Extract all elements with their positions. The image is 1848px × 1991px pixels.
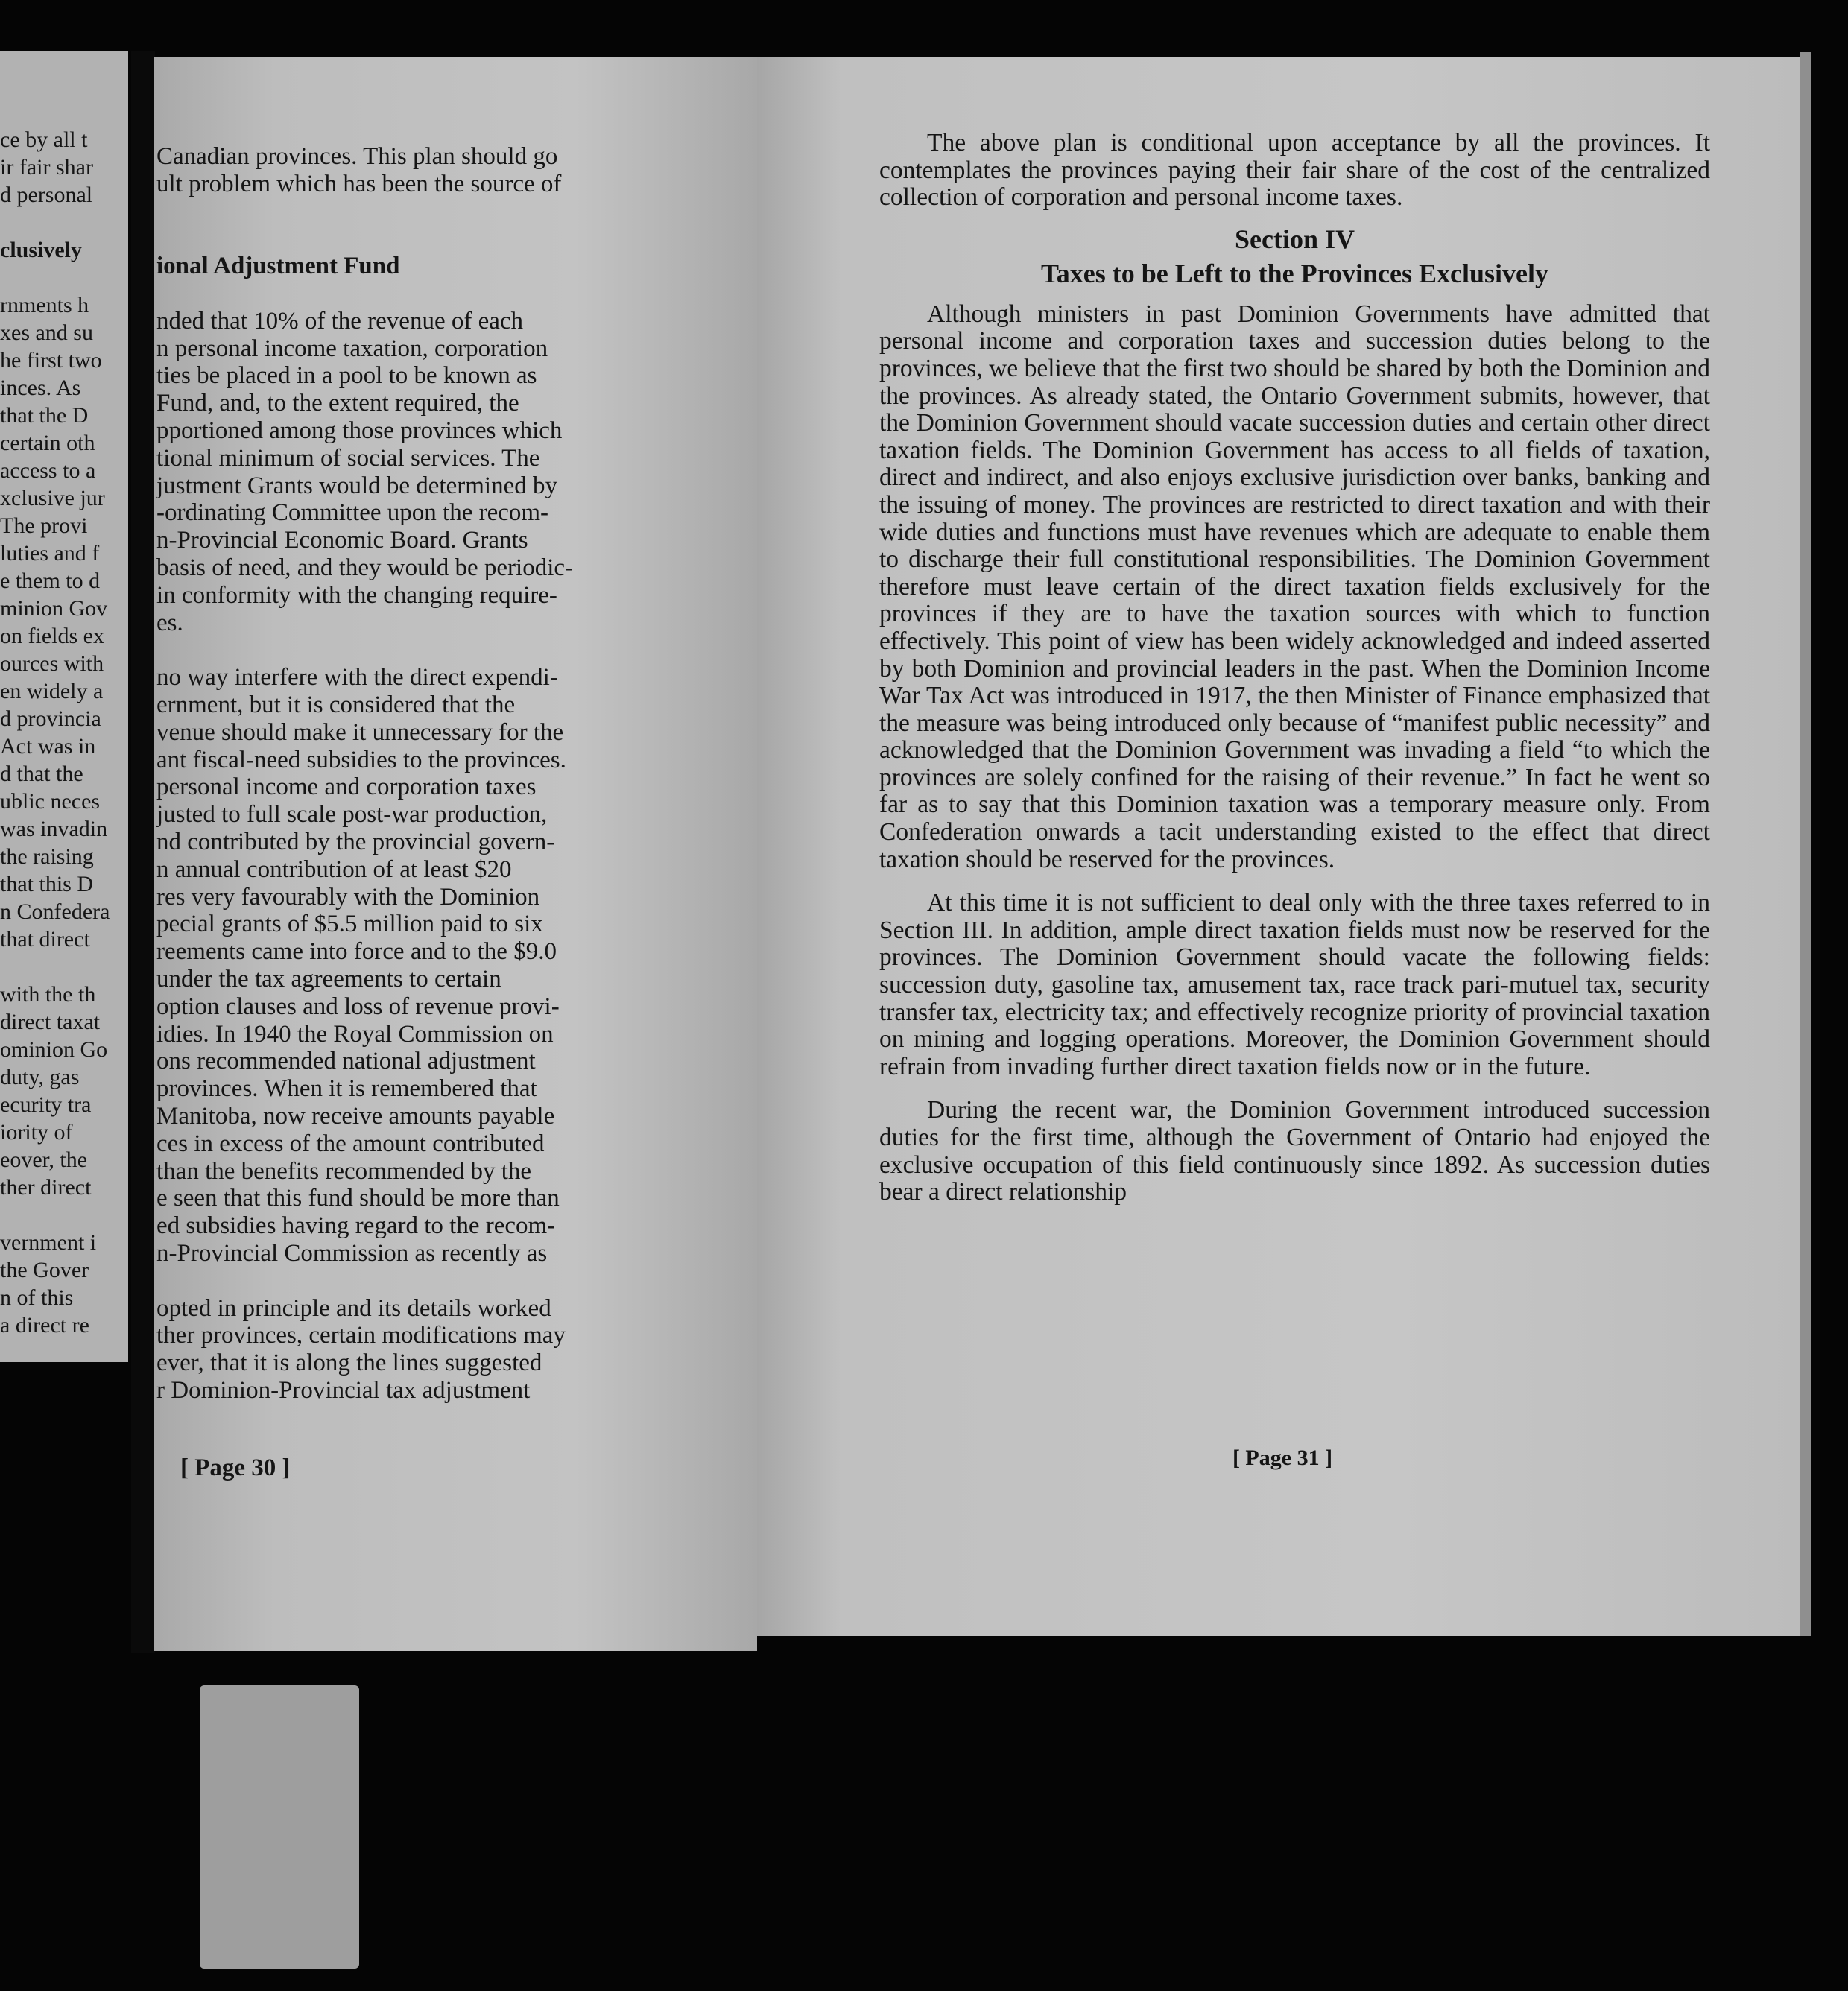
text-line: ir fair shar bbox=[0, 155, 93, 180]
text-line: pecial grants of $5.5 million paid to six bbox=[156, 911, 543, 938]
text-line: n personal income taxation, corporation bbox=[156, 335, 548, 362]
text-line: ant fiscal-need subsidies to the provinces. bbox=[156, 746, 566, 773]
right-page bbox=[757, 57, 1808, 1636]
text-line: justment Grants would be determined by bbox=[156, 472, 557, 499]
text-line: iority of bbox=[0, 1120, 73, 1145]
text-line: with the th bbox=[0, 982, 96, 1007]
text-line: res very favourably with the Dominion bbox=[156, 883, 540, 911]
text-line: nd contributed by the provincial govern- bbox=[156, 829, 555, 855]
text-line: ional Adjustment Fund bbox=[156, 253, 400, 280]
text-line: ce by all t bbox=[0, 127, 88, 152]
binding-shadow bbox=[131, 51, 155, 1653]
text-line: ult problem which has been the source of bbox=[156, 170, 562, 197]
text-line: xes and su bbox=[0, 320, 93, 345]
text-line: tional minimum of social services. The bbox=[156, 444, 540, 472]
text-line: e them to d bbox=[0, 569, 101, 593]
paragraph: The above plan is conditional upon acceptance by all the provinces. It contemplates the provinces paying their fair share of the cost of the centralized collection of corporation and personal income taxes. bbox=[879, 129, 1710, 212]
text-line: opted in principle and its details worked bbox=[156, 1294, 551, 1322]
page-number: [ Page 31 ] bbox=[1232, 1446, 1333, 1470]
text-line: was invadin bbox=[0, 817, 108, 841]
text-line: ernment, but it is considered that the bbox=[156, 691, 516, 718]
text-line: Fund, and, to the extent required, the bbox=[156, 390, 519, 417]
text-line: The provi bbox=[0, 513, 88, 538]
right-page-text bbox=[879, 130, 1710, 1206]
text-line: n of this bbox=[0, 1285, 74, 1310]
text-line: he first two bbox=[0, 348, 102, 373]
text-line: n Confedera bbox=[0, 899, 110, 924]
text-line: Act was in bbox=[0, 734, 96, 759]
text-line: venue should make it unnecessary for the bbox=[156, 718, 564, 746]
text-line: that the D bbox=[0, 403, 89, 428]
text-line: the raising bbox=[0, 844, 94, 869]
text-line: vernment i bbox=[0, 1230, 97, 1255]
text-line: under the tax agreements to certain bbox=[156, 966, 501, 993]
text-line: basis of need, and they would be periodic- bbox=[156, 554, 574, 581]
text-line: ecurity tra bbox=[0, 1092, 92, 1117]
text-line: reements came into force and to the $9.0 bbox=[156, 938, 557, 966]
text-line: en widely a bbox=[0, 679, 104, 703]
text-line: ominion Go bbox=[0, 1037, 108, 1062]
text-line: luties and f bbox=[0, 541, 100, 566]
text-line: nded that 10% of the revenue of each bbox=[156, 307, 524, 335]
text-line: in conformity with the changing require- bbox=[156, 581, 557, 609]
text-line: ther direct bbox=[0, 1175, 92, 1200]
text-line: that this D bbox=[0, 872, 93, 896]
text-line: ons recommended national adjustment bbox=[156, 1048, 536, 1075]
text-line: n-Provincial Commission as recently as bbox=[156, 1240, 548, 1267]
text-line: ces in excess of the amount contributed bbox=[156, 1130, 545, 1157]
text-line: eover, the bbox=[0, 1148, 88, 1172]
paper-tab bbox=[200, 1685, 359, 1969]
text-line: xclusive jur bbox=[0, 486, 105, 510]
text-line: ever, that it is along the lines suggested bbox=[156, 1349, 542, 1377]
text-line: no way interfere with the direct expendi- bbox=[156, 664, 558, 691]
text-line: duty, gas bbox=[0, 1065, 80, 1089]
paragraph: During the recent war, the Dominion Government introduced succession duties for the first time, although the Government of Ontario had enjoyed the exclusive occupation of this field continuously since 1892. As succession duties bear a direct relationship bbox=[879, 1096, 1710, 1206]
text-line: provinces. When it is remembered that bbox=[156, 1075, 537, 1103]
text-line: a direct re bbox=[0, 1313, 89, 1338]
text-line: option clauses and loss of revenue provi- bbox=[156, 993, 560, 1020]
text-line: direct taxat bbox=[0, 1010, 101, 1034]
text-line: inces. As bbox=[0, 376, 81, 400]
text-line: -ordinating Committee upon the recom- bbox=[156, 499, 549, 527]
text-line: on fields ex bbox=[0, 624, 104, 648]
text-line: n annual contribution of at least $20 bbox=[156, 855, 512, 883]
text-line: d personal bbox=[0, 183, 93, 207]
text-line: ublic neces bbox=[0, 789, 101, 814]
text-line: d provincia bbox=[0, 706, 101, 731]
text-line: es. bbox=[156, 609, 183, 636]
text-line: ed subsidies having regard to the recom- bbox=[156, 1212, 556, 1240]
text-line: access to a bbox=[0, 458, 96, 483]
text-line: than the benefits recommended by the bbox=[156, 1157, 532, 1185]
previous-page-fragment bbox=[0, 51, 128, 1362]
text-line: e seen that this fund should be more than bbox=[156, 1185, 560, 1212]
text-line: the Gover bbox=[0, 1258, 89, 1282]
text-line: Manitoba, now receive amounts payable bbox=[156, 1103, 555, 1130]
text-line: idies. In 1940 the Royal Commission on bbox=[156, 1020, 554, 1048]
page-edge bbox=[1800, 52, 1811, 1636]
text-line: r Dominion-Provincial tax adjustment bbox=[156, 1377, 531, 1404]
text-line: minion Gov bbox=[0, 596, 108, 621]
paragraph: Although ministers in past Dominion Governments have admitted that personal income and corporation taxes and succession duties belong to the provinces, we believe that the first two should be shared by both the Dominion and the provinces. As already stated, the Ontario Government submits, however, that the Dominion Government should vacate succession duties and certain other direct taxation fields. The Dominion Government has access to all fields of taxation, direct and indirect, and also enjoys exclusive jurisdiction over banks, banking and the issuing of money. The provinces are restricted to direct taxation and with their wide duties and functions must have revenues which are adequate to enable them to discharge their full constitutional responsibilities. The Dominion Government therefore must leave certain of the direct taxation fields exclusively for the provinces if they are to have the taxation sources with which to function effectively. This point of view has been widely acknowledged and indeed asserted by both Dominion and provincial leaders in the past. When the Dominion Income War Tax Act was introduced in 1917, the then Minister of Finance emphasized that the measure was being introduced only because of “manifest public necessity” and acknowledged that the Dominion Government was invading a field “to which the provinces are solely confined for the raising of their revenue.” In fact he went so far as to say that this Dominion taxation was a temporary measure only. From Confederation onwards a tacit understanding existed to the effect that direct taxation should be reserved for the provinces. bbox=[879, 300, 1710, 873]
text-line: that direct bbox=[0, 927, 90, 952]
section-heading: Section IV bbox=[1235, 224, 1355, 254]
text-line: clusively bbox=[0, 238, 82, 262]
text-line: justed to full scale post-war production, bbox=[156, 801, 548, 829]
text-line: pportioned among those provinces which bbox=[156, 417, 563, 444]
text-line: ties be placed in a pool to be known as bbox=[156, 362, 537, 390]
paragraph: At this time it is not sufficient to deal only with the three taxes referred to in Section III. In addition, ample direct taxation fields must now be reserved for the provinces. The Dominion Government should vacate the following fields: succession duty, gasoline tax, amusement tax, race track pari-mutuel tax, security transfer tax, electricity tax; and effectively recognize priority of provincial taxation on mining and logging operations. Moreover, the Dominion Government should refrain from invading further direct taxation fields now or in the future. bbox=[879, 889, 1710, 1080]
text-line: Canadian provinces. This plan should go bbox=[156, 143, 558, 170]
text-line: d that the bbox=[0, 762, 83, 786]
text-line: ources with bbox=[0, 651, 104, 676]
text-line: certain oth bbox=[0, 431, 95, 455]
page-number: [ Page 30 ] bbox=[180, 1455, 291, 1481]
left-page bbox=[154, 57, 757, 1651]
section-title: Taxes to be Left to the Provinces Exclusively bbox=[1041, 258, 1548, 288]
text-line: rnments h bbox=[0, 293, 89, 317]
text-line: personal income and corporation taxes bbox=[156, 773, 537, 801]
text-line: ther provinces, certain modifications may bbox=[156, 1322, 566, 1349]
text-line: n-Provincial Economic Board. Grants bbox=[156, 527, 528, 554]
